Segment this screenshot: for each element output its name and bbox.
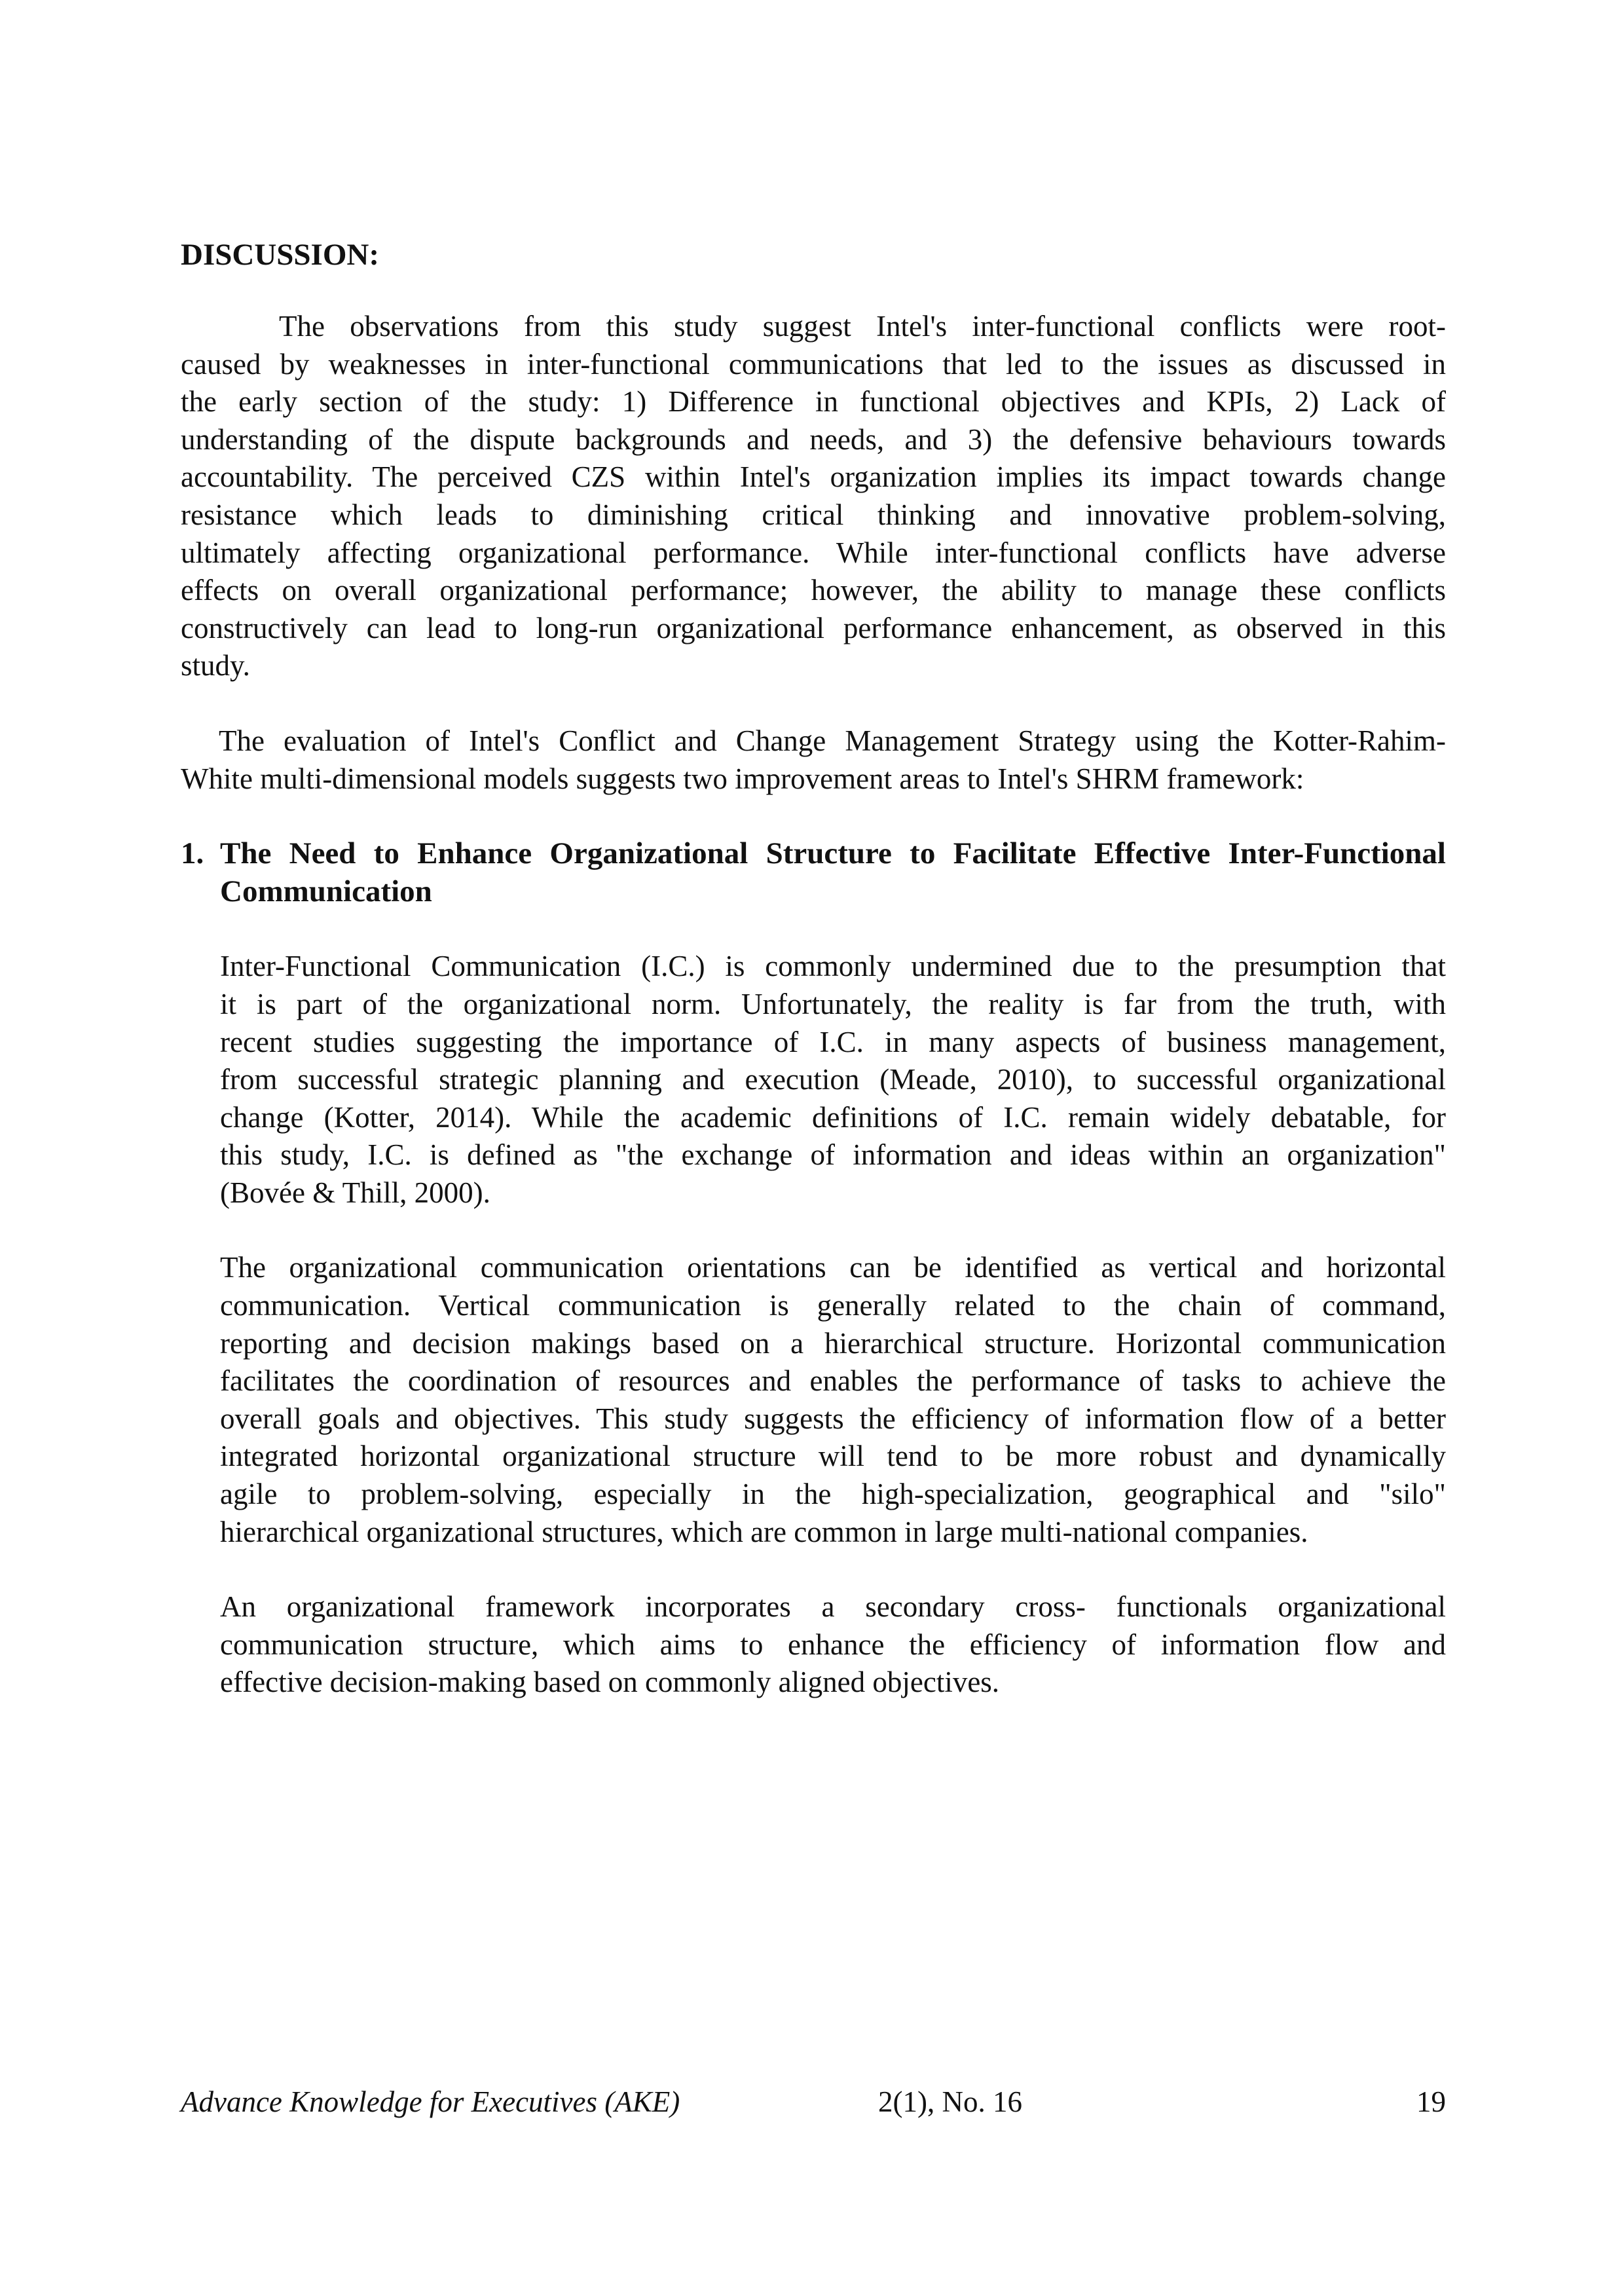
paragraph-ic-definition [220,948,1446,1212]
section-title-line: The Need to Enhance Organizational Structure to Facilitate Effective Inter-Functional [220,836,1446,871]
paragraph-observations [181,308,1446,685]
section-title [220,835,1446,910]
text-line: recent studies suggesting the importance of I.C. in many aspects of business management, [220,1025,1446,1058]
text-line: Inter-Functional Communication (I.C.) is commonly undermined due to the presumption that [220,950,1446,983]
text-line: An organizational framework incorporates a secondary cross- functionals organizational [220,1590,1446,1624]
footer-issue: 2(1), No. 16 [878,2085,1022,2118]
section-number: 1. [181,836,204,871]
text-line: understanding of the dispute backgrounds and needs, and 3) the defensive behaviours towards [181,422,1446,456]
section-title-line: Communication [220,874,432,908]
text-line: The organizational communication orientations can be identified as vertical and horizontal [220,1251,1446,1284]
text-line: The observations from this study suggest Intel's inter-functional conflicts were root- [279,310,1446,343]
text-line: from successful strategic planning and execution (Meade, 2010), to successful organizational [220,1063,1446,1096]
page-footer [181,2083,1446,2121]
text-line: change (Kotter, 2014). While the academic definitions of I.C. remain widely debatable, for [220,1100,1446,1134]
text-line: the early section of the study: 1) Difference in functional objectives and KPIs, 2) Lack of [181,385,1446,419]
section-1-heading [181,835,1446,910]
text-line: White multi-dimensional models suggests two improvement areas to Intel's SHRM framework: [181,762,1304,795]
section-1-body [220,948,1446,1702]
text-line: this study, I.C. is defined as "the exchange of information and ideas within an organization" [220,1138,1446,1172]
footer-journal-title: Advance Knowledge for Executives (AKE) [181,2085,680,2118]
paragraph-evaluation [181,722,1446,798]
text-line: reporting and decision makings based on a hierarchical structure. Horizontal communication [220,1326,1446,1360]
text-line: The evaluation of Intel's Conflict and Change Management Strategy using the Kotter-Rahim- [219,724,1446,757]
text-line: resistance which leads to diminishing critical thinking and innovative problem-solving, [181,498,1446,531]
text-line: facilitates the coordination of resources and enables the performance of tasks to achieve the [220,1364,1446,1398]
text-line: overall goals and objectives. This study suggests the efficiency of information flow of a better [220,1402,1446,1435]
page-body [181,236,1446,1702]
text-line: study. [181,649,250,682]
text-line: communication. Vertical communication is generally related to the chain of command, [220,1289,1446,1322]
paragraph-framework [220,1588,1446,1702]
paragraph-orientations [220,1249,1446,1551]
text-line: ultimately affecting organizational performance. While inter-functional conflicts have adverse [181,536,1446,569]
text-line: hierarchical organizational structures, which are common in large multi-national companies. [220,1515,1308,1548]
text-line: effects on overall organizational performance; however, the ability to manage these conflicts [181,574,1446,607]
text-line: integrated horizontal organizational structure will tend to be more robust and dynamically [220,1440,1446,1473]
text-line: agile to problem-solving, especially in the high-specialization, geographical and "silo" [220,1478,1446,1511]
text-line: accountability. The perceived CZS within Intel's organization implies its impact towards change [181,460,1446,494]
text-line: (Bovée & Thill, 2000). [220,1176,490,1209]
section-heading: DISCUSSION: [181,238,379,272]
text-line: it is part of the organizational norm. Unfortunately, the reality is far from the truth, with [220,987,1446,1020]
text-line: caused by weaknesses in inter-functional communications that led to the issues as discussed in [181,347,1446,381]
text-line: constructively can lead to long-run organizational performance enhancement, as observed in this [181,611,1446,644]
text-line: effective decision-making based on commonly aligned objectives. [220,1666,1000,1699]
text-line: communication structure, which aims to enhance the efficiency of information flow and [220,1628,1446,1661]
footer-page-number: 19 [1416,2085,1446,2118]
